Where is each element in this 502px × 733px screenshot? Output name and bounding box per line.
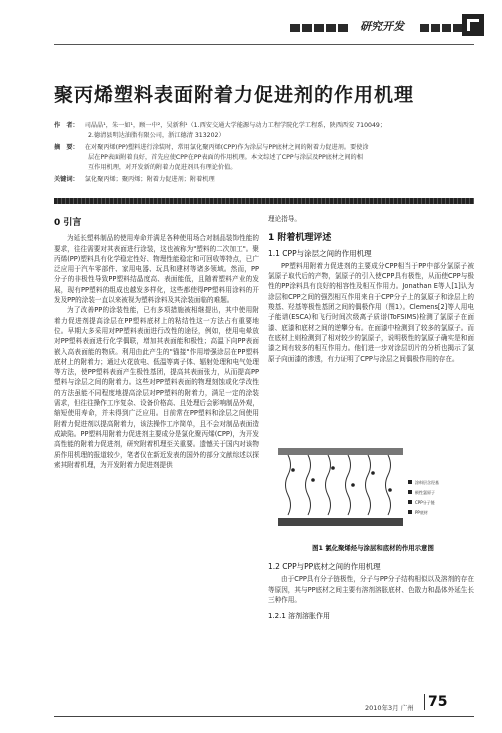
figure-label-1: 涂料层含羟基 xyxy=(415,480,439,485)
paragraph-1-2: 由于CPP具有分子链极性，分子与PP分子结构相似以及溶剂的存在等原因，其与PP底材之间主要有溶剂溶胀底材、色散力和晶体外延生长三种作用。 xyxy=(268,575,474,604)
heading-1: 1 附着机理评述 xyxy=(268,233,332,244)
affiliation: 2.德清县明达油脂有限公司，浙江德清 313202） xyxy=(88,132,225,139)
journal-logo-icon xyxy=(462,14,484,36)
article-title: 聚丙烯塑料表面附着力促进剂的作用机理 xyxy=(54,84,415,106)
keywords xyxy=(54,175,474,185)
right-column xyxy=(268,214,474,364)
page-number: 75 xyxy=(424,694,447,710)
abstract xyxy=(54,143,474,153)
figure-label-4: PP底材 xyxy=(415,510,428,515)
footer-date: 2010年3月 广州 xyxy=(365,704,414,712)
header-rule xyxy=(54,44,474,45)
section-label: 研究开发 xyxy=(360,20,404,33)
intro-paragraph-1: 为延长塑料制品的使用寿命并满足各种使用场合对制品装饰性能的要求，往往需要对其表面进行涂装，这也被称为"塑料的二次加工"。聚丙烯(PP)塑料具有化学稳定性好、物理性能稳定和可回收等特点，已广泛应用于汽车零部件、家用电器、玩具和建材等诸多领域。然而，PP分子的非极性导致PP塑料结晶度高、表面能低，且随着塑料产业的发展，现有PP塑料的组成也越发多样化，这些都使得PP塑料用涂料的开发及PP的涂装一直以来被视为塑料涂料及其涂装面临的难题。 xyxy=(54,234,259,305)
authors-line: 司晶晶¹，朱一如¹，顾一中²，吴新利¹（1.西安交通大学能源与动力工程学院化学工程系，陕西西安 710049； xyxy=(84,122,387,129)
figure-1-caption: 图1 氯化聚烯烃与涂层和底材的作用示意图 xyxy=(312,544,434,552)
intro-paragraph-2: 为了改善PP的涂装性能，已有多项措施被相继提出，其中使用附着力促进剂提高涂层在PP塑料底材上的粘结性这一方法占有重要地位。早期大多采用对PP塑料表面进行改性的途径，例如，使用电晕放对PP塑料表面进行化学偶联，增加其表面能和极性；高温下向PP表面嵌入高表面能的物质。利用由此产生的"锚接"作用增强涂层在PP塑料底材上的附着力；通过火花放电、低温等离子体、辐射处理和电气处理等方法，使PP塑料表面产生极性基团，提高其表面张力，从而提高PP塑料与涂层之间的附着力。这些对PP塑料表面的物理刻蚀或化学改性的方法虽能不同程度地提高涂层对PP塑料的附着力，满足一定的涂装需求，但往往操作工序复杂、设备价格高、且处理后会影响制品外观，缩短使用寿命，并未得到广泛应用。目前常在PP塑料和涂层之间使用附着力促进剂以提高附着力，该法操作工序简单，且不会对制品表面造成缺陷。PP塑料用附着力促进剂主要成分是氯化聚丙烯(CPP)，为开发高性能的附着力促进剂，研究附着机理至关重要。遗憾关于国内对该物质作用机理的报道较少，笔者仅在新近发表的国外的部分文献综述以探索其附着机理，为开发附着力促进剂提供 xyxy=(54,306,259,469)
abstract-line-3: 互作用机理，对开发新的附着力促进剂具有理论价值。 xyxy=(88,164,237,171)
authors: 作 者： 司晶晶¹，朱一如¹，顾一中²，吴新利¹（1.西安交通大学能源与动力工程学院化学工程系，陕西西安 710049； xyxy=(54,122,387,129)
left-column xyxy=(54,214,259,470)
keywords-label: 关键词： xyxy=(54,176,79,183)
keywords-text: 氯化聚丙烯；聚丙烯；附着力促进剂；附着机理 xyxy=(84,176,215,183)
intro-end: 理论指导。 xyxy=(268,215,301,223)
abstract-line-2: 层在PP表面附着良好，首先应使CPP在PP表面的作用机理。本文综述了CPP与涂层及PP底材之间的相 xyxy=(88,154,363,161)
header-decor-bars xyxy=(290,24,350,32)
section-divider-bar xyxy=(54,198,474,204)
abstract-line-1: 在对聚丙烯(PP)塑料进行涂装时，常用氯化聚丙烯(CPP)作为涂层与PP底材之间的附着力促进剂。要使涂 xyxy=(84,144,369,151)
figure-label-3: CPP分子链 xyxy=(415,500,435,505)
heading-1-2: 1.2 CPP与PP底材之间的作用机理 xyxy=(268,562,381,571)
heading-1-1: 1.1 CPP与涂层之间的作用机理 xyxy=(268,248,372,258)
abstract-label: 摘 要： xyxy=(54,144,79,151)
header-decor-bars-2 xyxy=(420,24,462,32)
right-column-lower xyxy=(268,558,474,623)
heading-1-2-1: 1.2.1 溶剂溶胀作用 xyxy=(268,612,331,621)
paragraph-1-1: PP塑料用附着力促进剂的主要成分CPP相当于PP中部分氯原子被氯原子取代后的产物，氯原子的引入使CPP具有极性，从而使CPP与极性的PP涂料具有良好的相容性及相互作用力。Jonathan E等人[1]认为涂层和CPP之间的强烈相互作用来自于CPP分子上的氯原子和涂层上的羧基、羟基等极性基团之间的偶极作用（图1）。Clemens[2]等人用电子能谱(ESCA)和飞行时间次级离子质谱(ToFSIMS)检测了氯原子在面漆、底漆和底材之间的逆攀分布。在面漆中检测到了较多的氯原子。而在底材上则检测到了相对较少的氯原子，说明极性的氯原子确实是和面漆之间有较多的相互作用力。他们进一步对涂层切片的分析也揭示了氯原子向面漆的渗透，有力证明了CPP与涂层之间偶极作用的存在。 xyxy=(268,261,474,363)
figure-1-diagram xyxy=(268,440,468,535)
figure-label-2: 极性氯原子 xyxy=(415,490,435,495)
footer-rule xyxy=(54,716,474,717)
heading-intro: 0 引言 xyxy=(54,218,82,228)
